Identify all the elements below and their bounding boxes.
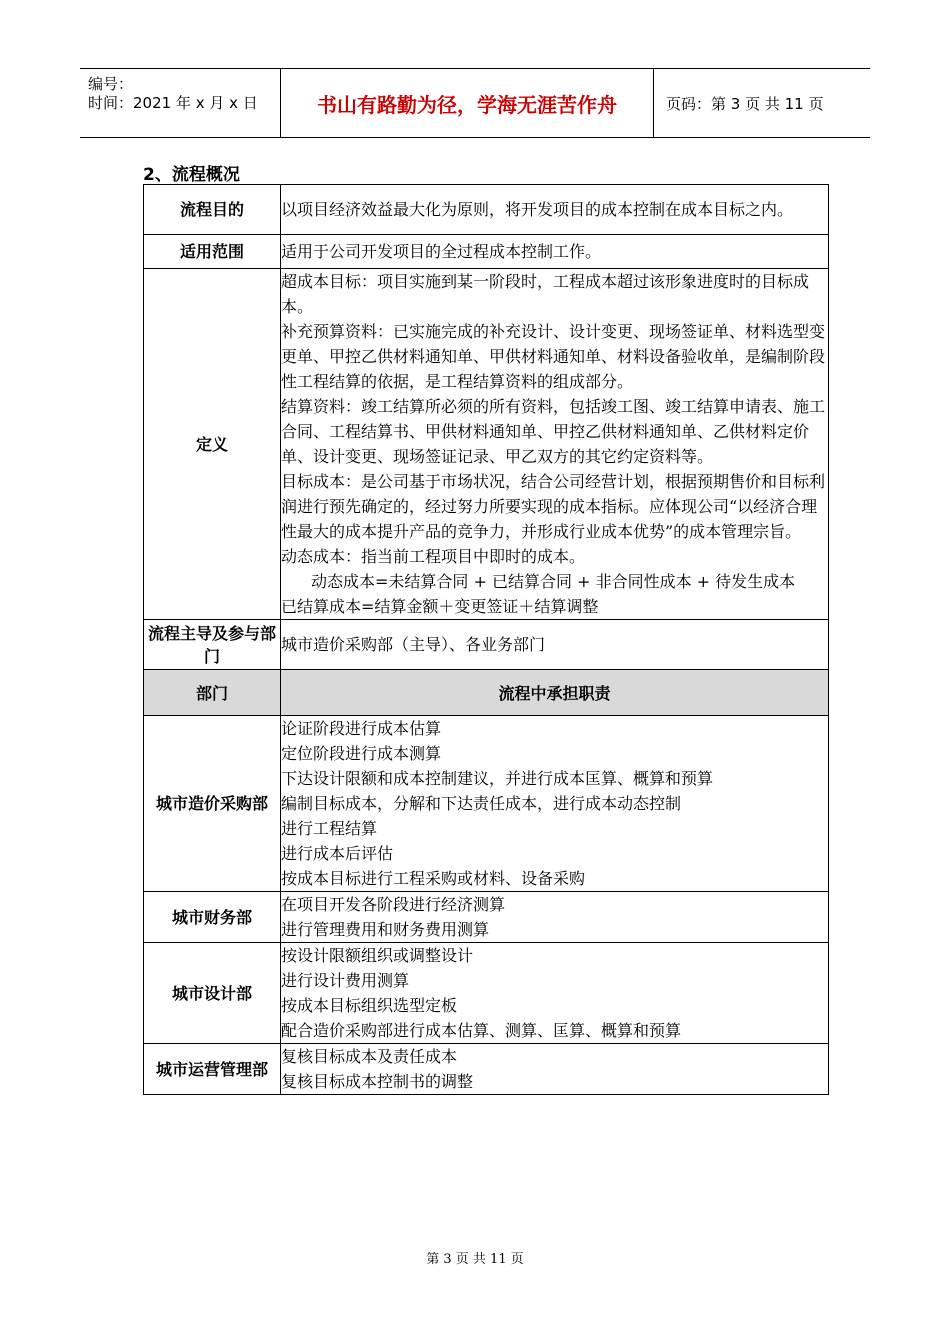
header-motto: 书山有路勤为径，学海无涯苦作舟 bbox=[281, 69, 654, 137]
content-line: 复核目标成本控制书的调整 bbox=[281, 1072, 474, 1091]
content-line: 进行设计费用测算 bbox=[281, 971, 410, 990]
duty-content bbox=[281, 892, 829, 943]
table-row-departments bbox=[144, 620, 829, 670]
row-content-purpose bbox=[281, 185, 829, 235]
process-table bbox=[143, 184, 829, 1095]
content-line: 按成本目标组织选型定板 bbox=[281, 996, 458, 1015]
duty-header-dept: 部门 bbox=[144, 670, 281, 716]
table-row-duty bbox=[144, 716, 829, 892]
time-label: 时间：2021 年 x 月 x 日 bbox=[88, 94, 258, 112]
duty-header-duty: 流程中承担职责 bbox=[281, 670, 829, 716]
table-row-duty bbox=[144, 1044, 829, 1095]
page-header bbox=[80, 68, 870, 138]
row-content-definition bbox=[281, 269, 829, 620]
header-meta bbox=[80, 69, 281, 137]
number-label: 编号： bbox=[88, 75, 134, 93]
row-label: 定义 bbox=[144, 269, 281, 620]
content-line: 进行成本后评估 bbox=[281, 844, 394, 863]
duty-content bbox=[281, 943, 829, 1044]
content-line: 动态成本：指当前工程项目中即时的成本。 bbox=[281, 547, 586, 566]
content-line: 补充预算资料：已实施完成的补充设计、设计变更、现场签证单、材料选型变更单、甲控乙供材料通知单、甲供材料通知单、材料设备验收单，是编制阶段性工程结算的依据，是工程结算资料的组成部分。 bbox=[281, 322, 826, 391]
content-line: 已结算成本=结算金额＋变更签证＋结算调整 bbox=[281, 597, 599, 616]
duty-dept: 城市财务部 bbox=[144, 892, 281, 943]
content-line: 编制目标成本，分解和下达责任成本，进行成本动态控制 bbox=[281, 794, 682, 813]
content-line: 以项目经济效益最大化为原则，将开发项目的成本控制在成本目标之内。 bbox=[281, 200, 794, 219]
content-line: 定位阶段进行成本测算 bbox=[281, 744, 442, 763]
table-row-definition bbox=[144, 269, 829, 620]
header-page-label: 页码：第 3 页 共 11 页 bbox=[666, 94, 824, 113]
row-content-departments bbox=[281, 620, 829, 670]
content-line: 进行管理费用和财务费用测算 bbox=[281, 920, 490, 939]
content-line: 下达设计限额和成本控制建议，并进行成本匡算、概算和预算 bbox=[281, 769, 714, 788]
row-label: 适用范围 bbox=[144, 235, 281, 269]
content-line: 按成本目标进行工程采购或材料、设备采购 bbox=[281, 869, 586, 888]
content-line: 按设计限额组织或调整设计 bbox=[281, 946, 474, 965]
content-line: 适用于公司开发项目的全过程成本控制工作。 bbox=[281, 242, 602, 261]
table-row-duty bbox=[144, 943, 829, 1044]
content-line: 进行工程结算 bbox=[281, 819, 378, 838]
content-line: 在项目开发各阶段进行经济测算 bbox=[281, 895, 506, 914]
row-content-scope bbox=[281, 235, 829, 269]
duty-dept: 城市设计部 bbox=[144, 943, 281, 1044]
content-line: 超成本目标：项目实施到某一阶段时，工程成本超过该形象进度时的目标成本。 bbox=[281, 272, 810, 316]
content-line: 复核目标成本及责任成本 bbox=[281, 1047, 458, 1066]
duty-dept: 城市运营管理部 bbox=[144, 1044, 281, 1095]
duty-dept: 城市造价采购部 bbox=[144, 716, 281, 892]
table-row-scope bbox=[144, 235, 829, 269]
duty-header-row bbox=[144, 670, 829, 716]
table-row-purpose bbox=[144, 185, 829, 235]
table-row-duty bbox=[144, 892, 829, 943]
row-label: 流程主导及参与部门 bbox=[144, 620, 281, 670]
duty-content bbox=[281, 1044, 829, 1095]
page-footer: 第 3 页 共 11 页 bbox=[426, 1252, 524, 1267]
content-line: 配合造价采购部进行成本估算、测算、匡算、概算和预算 bbox=[281, 1021, 682, 1040]
content-line: 动态成本=未结算合同 + 已结算合同 + 非合同性成本 + 待发生成本 bbox=[311, 572, 796, 591]
content-line: 城市造价采购部（主导）、各业务部门 bbox=[281, 635, 546, 654]
row-label: 流程目的 bbox=[144, 185, 281, 235]
section-title: 2、流程概况 bbox=[143, 165, 240, 185]
duty-content bbox=[281, 716, 829, 892]
content-line: 结算资料：竣工结算所必须的所有资料，包括竣工图、竣工结算申请表、施工合同、工程结算书、甲供材料通知单、甲控乙供材料通知单、乙供材料定价单、设计变更、现场签证记录、甲乙双方的其它约定资料等。 bbox=[281, 397, 826, 466]
content-line: 论证阶段进行成本估算 bbox=[281, 719, 442, 738]
content-line: 目标成本：是公司基于市场状况，结合公司经营计划，根据预期售价和目标利润进行预先确定的，经过努力所要实现的成本指标。应体现公司“以经济合理性最大的成本提升产品的竞争力，并形成行业成本优势”的成本管理宗旨。 bbox=[281, 472, 826, 541]
